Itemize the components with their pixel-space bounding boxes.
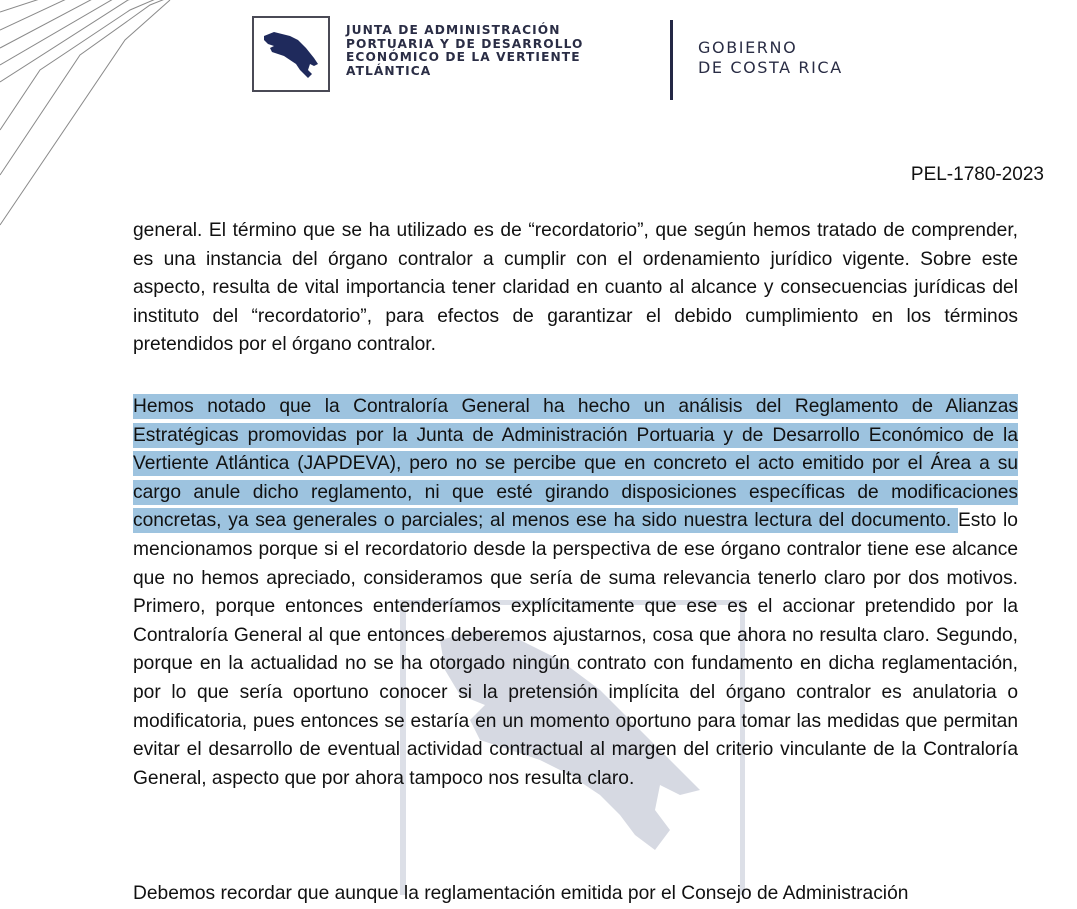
institution-name-line: ECONÓMICO DE LA VERTIENTE bbox=[346, 50, 581, 64]
paragraph-2-text: Esto lo mencionamos porque si el recordatorio desde la perspectiva de ese órgano contralor tiene ese alcance que no hemos apreciado, consideramos que sería de suma relevancia tenerlo claro por dos motivos. Primero, porque entonces entenderíamos explícitamente que ese es el accionar pretendido por la Contraloría General al que entonces deberemos ajustarnos, cosa que ahora no resulta claro. Segundo, porque en la actualidad no se ha otorgado ningún contrato con fundamento en dicha reglamentación, por lo que sería oportuno conocer si la pretensión implícita del órgano contralor es anulatoria o modificatoria, pues entonces se estaría en un momento oportuno para tomar las medidas que permitan evitar el desarrollo de eventual actividad contractual al margen del criterio vinculante de la Contraloría General, aspecto que por ahora tampoco nos resulta claro. bbox=[133, 510, 1018, 789]
government-name-line: GOBIERNO bbox=[698, 38, 798, 57]
institution-name-line: JUNTA DE ADMINISTRACIÓN bbox=[346, 23, 561, 37]
institution-name-line: PORTUARIA Y DE DESARROLLO bbox=[346, 36, 584, 51]
institution-name bbox=[346, 24, 583, 78]
document-reference: PEL-1780-2023 bbox=[910, 164, 1044, 185]
costa-rica-map-icon bbox=[260, 24, 322, 86]
paragraph-1: general. El término que se ha utilizado es de “recordatorio”, que según hemos tratado de comprender, es una instancia del órgano contralor a cumplir con el ordenamiento jurídico vigente. Sobre este aspecto, resulta de vital importancia tener claridad en cuanto al alcance y consecuencias jurídicas del instituto del “recordatorio”, para efectos de garantizar el debido cumplimiento en los términos pretendidos por el órgano contralor. bbox=[133, 220, 1018, 356]
decorative-corner-lines bbox=[0, 0, 200, 230]
paragraph-3: Debemos recordar que aunque la reglamentación emitida por el Consejo de Administración bbox=[133, 883, 909, 904]
letterhead bbox=[252, 16, 902, 102]
highlighted-text[interactable]: Hemos notado que la Contraloría General ha hecho un análisis del Reglamento de Alianzas Estratégicas promovidas por la Junta de Administración Portuaria y de Desarrollo Económico de la Vertiente Atlántica (JAPDEVA), pero no se percibe que en concreto el acto emitido por el Área a su cargo anule dicho reglamento, ni que esté girando disposiciones específicas de modificaciones concretas, ya sea generales o parciales; al menos ese ha sido nuestra lectura del documento. bbox=[133, 396, 1018, 532]
government-name bbox=[698, 38, 843, 78]
government-name-line: DE COSTA RICA bbox=[698, 58, 843, 77]
paragraph-2 bbox=[133, 393, 1018, 793]
institution-logo bbox=[252, 16, 330, 92]
header-divider bbox=[670, 20, 673, 100]
institution-name-line: ATLÁNTICA bbox=[346, 63, 432, 78]
